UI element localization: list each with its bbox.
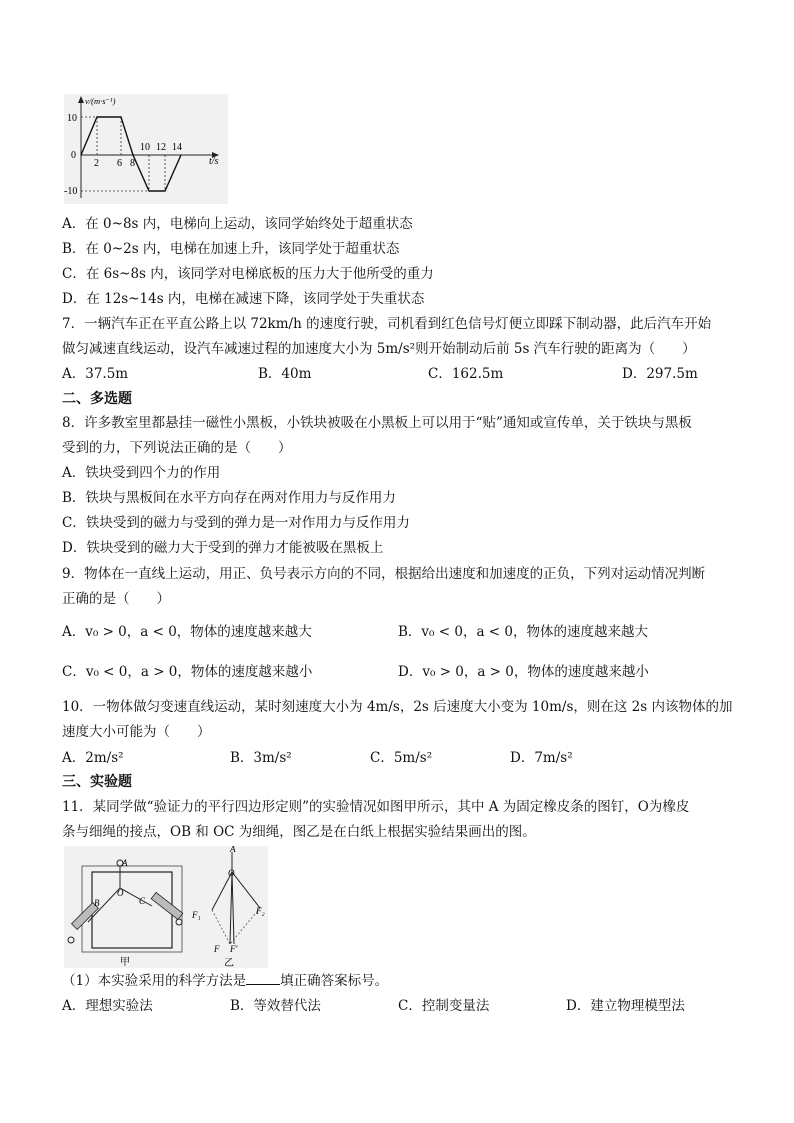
q11-sub1-suffix: 填正确答案标号。	[280, 973, 389, 989]
label-yi: 乙	[224, 958, 234, 968]
y-axis-label: v/(m·s⁻¹)	[85, 96, 116, 106]
q10-option-c: C．5m/s²	[370, 750, 433, 766]
q11-stem-line2: 条与细绳的接点，OB 和 OC 为细绳，图乙是在白纸上根据实验结果画出的图。	[62, 824, 536, 840]
section-heading-experiment: 三、实验题	[62, 774, 132, 790]
q9-option-b: B．v₀ < 0，a < 0，物体的速度越来越大	[398, 624, 648, 640]
q8-option-a: A．铁块受到四个力的作用	[62, 465, 221, 481]
q10-stem-line2: 速度大小可能为（ ）	[62, 724, 211, 740]
q9-option-a: A．v₀ > 0，a < 0，物体的速度越来越大	[62, 624, 312, 640]
rope-oc	[120, 888, 152, 906]
y-tick-label: -10	[64, 186, 78, 197]
x-tick-label: 6	[117, 158, 122, 169]
vt-graph-svg	[64, 94, 228, 204]
q11-subquestion-1	[62, 972, 388, 990]
q10-stem-line1: 10．一物体做匀变速直线运动，某时刻速度大小为 4m/s，2s 后速度大小变为 10m/s，则在这 2s 内该物体的加	[62, 699, 733, 715]
q6-option-a: A．在 0~8s 内，电梯向上运动，该同学始终处于超重状态	[62, 216, 413, 232]
q8-stem-line1: 8．许多教室里都悬挂一磁性小黑板，小铁块被吸在小黑板上可以用于“贴”通知或宣传单，关于铁块与黑板	[62, 415, 692, 431]
q7-option-a: A．37.5m	[62, 366, 129, 382]
label-f: F	[214, 944, 220, 954]
q9-option-c: C．v₀ < 0，a > 0，物体的速度越来越小	[62, 664, 313, 680]
q7-option-b: B．40m	[258, 366, 312, 382]
label-f2: F₂	[256, 906, 265, 916]
q7-option-d: D．297.5m	[622, 366, 698, 382]
x-tick-label: 12	[156, 142, 166, 153]
scale-ring-right	[176, 919, 182, 925]
q7-stem-line2: 做匀减速直线运动，设汽车减速过程的加速度大小为 5m/s²则开始制动后前 5s 汽车行驶的距离为（ ）	[62, 341, 696, 357]
q7-stem-line1: 7．一辆汽车正在平直公路上以 72km/h 的速度行驶，司机看到红色信号灯便立即踩下制动器，此后汽车开始	[62, 316, 712, 332]
q8-option-c: C．铁块受到的磁力与受到的弹力是一对作用力与反作用力	[62, 515, 410, 531]
vector-f2	[232, 872, 260, 908]
q11-option-a: A．理想实验法	[62, 998, 153, 1014]
label-a2: A	[230, 846, 236, 854]
y-tick-label: 10	[67, 113, 77, 124]
label-o: O	[117, 888, 124, 898]
label-a: A	[122, 858, 128, 868]
x-tick-label: 8	[130, 158, 135, 169]
q10-option-a: A．2m/s²	[62, 750, 124, 766]
velocity-time-graph	[64, 94, 228, 204]
q8-stem-line2: 受到的力，下列说法正确的是（ ）	[62, 440, 292, 456]
label-f-prime: F′	[230, 944, 238, 954]
x-tick-label: 2	[94, 158, 99, 169]
q7-option-c: C．162.5m	[428, 366, 504, 382]
spring-scale-right	[151, 892, 183, 919]
q11-option-c: C．控制变量法	[398, 998, 490, 1014]
drawing-board	[92, 872, 172, 948]
label-b: B	[94, 898, 100, 908]
q6-option-c: C．在 6s~8s 内，该同学对电梯底板的压力大于他所受的重力	[62, 266, 434, 282]
parallelogram-side	[212, 910, 230, 944]
q9-stem-line1: 9．物体在一直线上运动，用正、负号表示方向的不同，根据给出速度和加速度的正负，下列对运动情况判断	[62, 566, 706, 582]
section-heading-multiple-choice: 二、多选题	[62, 391, 132, 407]
velocity-line	[81, 117, 181, 191]
x-axis-label: t/s	[209, 156, 219, 167]
q9-option-d: D．v₀ > 0，a > 0，物体的速度越来越小	[398, 664, 649, 680]
q11-stem-line1: 11．某同学做“验证力的平行四边形定则”的实验情况如图甲所示，其中 A 为固定橡皮条的图钉，O为橡皮	[62, 799, 690, 815]
q11-option-d: D．建立物理模型法	[566, 998, 685, 1014]
answer-blank[interactable]	[246, 972, 280, 985]
x-tick-label: 14	[172, 142, 182, 153]
vector-f	[230, 872, 232, 944]
q9-stem-line2: 正确的是（ ）	[62, 591, 170, 607]
q6-option-b: B．在 0~2s 内，电梯在加速上升，该同学处于超重状态	[62, 241, 400, 257]
force-experiment-figure	[64, 846, 268, 968]
y-tick-label: 0	[71, 150, 76, 161]
q11-sub1-prefix: （1）本实验采用的科学方法是	[62, 973, 247, 989]
q8-option-d: D．铁块受到的磁力大于受到的弹力才能被吸在黑板上	[62, 540, 384, 556]
experiment-figure-svg	[64, 846, 268, 968]
vector-f-prime	[232, 872, 234, 944]
q8-option-b: B．铁块与黑板间在水平方向存在两对作用力与反作用力	[62, 490, 396, 506]
q10-option-b: B．3m/s²	[230, 750, 292, 766]
y-axis-arrow	[78, 96, 84, 103]
label-c: C	[139, 896, 146, 906]
scale-ring-left	[68, 937, 74, 943]
label-o2: O	[228, 868, 235, 878]
x-tick-label: 10	[140, 142, 150, 153]
label-jia: 甲	[120, 957, 130, 968]
label-f1: F₁	[192, 910, 201, 920]
q11-option-b: B．等效替代法	[230, 998, 321, 1014]
q6-option-d: D．在 12s~14s 内，电梯在减速下降，该同学处于失重状态	[62, 291, 425, 307]
q10-option-d: D．7m/s²	[510, 750, 573, 766]
